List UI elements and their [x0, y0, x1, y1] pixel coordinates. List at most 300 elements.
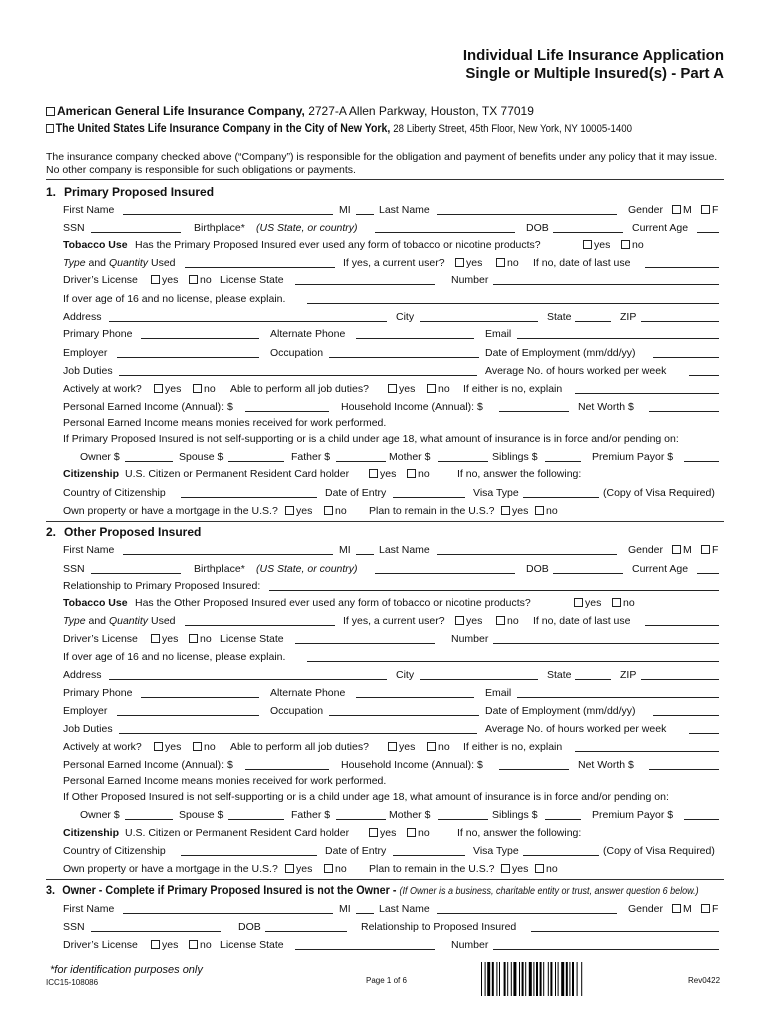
- row-ssn: [63, 221, 719, 236]
- personal-income-label: Personal Earned Income (Annual): $: [63, 759, 233, 771]
- birthplace-field[interactable]: [375, 562, 515, 574]
- occupation-field[interactable]: [329, 704, 479, 716]
- section-divider: [46, 879, 724, 880]
- row-country-citizenship: [63, 486, 719, 501]
- date-employment-label: Date of Employment (mm/dd/yy): [485, 347, 636, 359]
- last-name-label: Last Name: [379, 204, 430, 216]
- row-active-work: [63, 382, 719, 397]
- city-label: City: [396, 669, 415, 681]
- license-state-field[interactable]: [295, 938, 435, 950]
- property-yes-option[interactable]: yes: [285, 862, 312, 877]
- dob-label: DOB: [526, 563, 549, 575]
- explain-field[interactable]: [575, 740, 719, 752]
- spouse-amount-label: Spouse $: [179, 809, 224, 821]
- address-label: Address: [63, 311, 102, 323]
- active-work-label: Actively at work?: [63, 383, 142, 395]
- owner-amount-field[interactable]: [125, 450, 173, 462]
- row-property: [63, 504, 719, 519]
- tobacco-no-option[interactable]: no: [612, 596, 635, 611]
- type-quantity-field[interactable]: [185, 614, 335, 626]
- remain-yes-option[interactable]: yes: [501, 504, 528, 519]
- dob-field[interactable]: [553, 562, 623, 574]
- type-label: Type: [63, 257, 86, 269]
- active-no-option[interactable]: no: [193, 382, 216, 397]
- row-drivers-license: [63, 632, 719, 647]
- quantity-label: Quantity: [108, 615, 149, 627]
- city-field[interactable]: [420, 668, 538, 680]
- copy-visa-note: (Copy of Visa Required): [603, 487, 715, 499]
- row-insurance-amounts: [80, 450, 719, 465]
- citizenship-label: Citizenship: [63, 468, 120, 480]
- dob-field[interactable]: [553, 221, 623, 233]
- remain-yes-option[interactable]: yes: [501, 862, 528, 877]
- employer-field[interactable]: [117, 346, 259, 358]
- active-no-option[interactable]: no: [193, 740, 216, 755]
- mi-field[interactable]: [356, 543, 374, 555]
- barcode-bar: [536, 962, 538, 996]
- type-label: Type: [63, 615, 86, 627]
- birthplace-note: (US State, or country): [256, 563, 358, 575]
- email-label: Email: [485, 687, 512, 699]
- row-insurance-question: [63, 790, 719, 805]
- first-name-label: First Name: [63, 903, 115, 915]
- country-citizenship-label: Country of Citizenship: [63, 845, 166, 857]
- barcode-bar: [543, 962, 544, 996]
- barcode-bar: [513, 962, 516, 996]
- siblings-amount-field[interactable]: [545, 808, 581, 820]
- state-field[interactable]: [575, 310, 611, 322]
- birthplace-label: Birthplace*: [194, 563, 245, 575]
- premium-payor-label: Premium Payor $: [592, 809, 674, 821]
- able-yes-option[interactable]: yes: [388, 740, 415, 755]
- company-name: The United States Life Insurance Company in the City of New York,: [55, 121, 391, 135]
- tobacco-use-label: Tobacco Use: [63, 239, 128, 251]
- license-number-label: Number: [451, 274, 489, 286]
- barcode-bar: [548, 962, 549, 996]
- barcode-bar: [522, 962, 524, 996]
- occupation-field[interactable]: [329, 346, 479, 358]
- job-duties-label: Job Duties: [63, 723, 113, 735]
- last-name-label: Last Name: [379, 544, 430, 556]
- spouse-amount-field[interactable]: [228, 450, 284, 462]
- gender-label: Gender: [628, 544, 664, 556]
- barcode-bar: [492, 962, 494, 996]
- license-state-field[interactable]: [295, 273, 435, 285]
- current-age-field[interactable]: [697, 221, 719, 233]
- income-note: Personal Earned Income means monies received for work performed.: [63, 417, 387, 429]
- avg-hours-field[interactable]: [689, 364, 719, 376]
- net-worth-field[interactable]: [649, 400, 719, 412]
- date-entry-label: Date of Entry: [325, 845, 387, 857]
- employer-label: Employer: [63, 347, 108, 359]
- row-type-quantity: Type and Quantity Used If yes, a current user? yes no If no, date of last use: [63, 614, 719, 629]
- row-name: [63, 203, 719, 218]
- license-number-label: Number: [451, 633, 489, 645]
- barcode-bar: [581, 962, 582, 996]
- barcode-bar: [504, 962, 506, 996]
- zip-label: ZIP: [620, 311, 637, 323]
- company-checkbox-agl[interactable]: [46, 107, 55, 116]
- row-phones: [63, 327, 719, 342]
- able-no-option[interactable]: no: [427, 740, 450, 755]
- zip-field[interactable]: [641, 310, 719, 322]
- form-title: Individual Life Insurance Application: [462, 47, 724, 64]
- row-phones: [63, 686, 719, 701]
- explain-field[interactable]: [575, 382, 719, 394]
- first-name-field[interactable]: [123, 203, 333, 215]
- company-name: American General Life Insurance Company,: [57, 104, 305, 118]
- ssn-field[interactable]: [91, 221, 181, 233]
- relationship-field[interactable]: [531, 920, 719, 932]
- revision-code: Rev0422: [688, 976, 721, 985]
- intro-text: The insurance company checked above (“Company”) is responsible for the obligation and payment of benefits under any policy that it may issue. No other company is responsible for such obligations or payments.: [46, 151, 718, 176]
- relationship-label: Relationship to Primary Proposed Insured:: [63, 580, 261, 592]
- email-field[interactable]: [517, 327, 719, 339]
- email-label: Email: [485, 328, 512, 340]
- drivers-license-label: Driver’s License: [63, 633, 138, 645]
- row-over-16: [63, 292, 719, 307]
- insurance-question: If Other Proposed Insured is not self-supporting or is a child under age 18, what amount of insurance is in force and/or pending on:: [63, 791, 669, 803]
- drivers-license-label: Driver’s License: [63, 939, 138, 951]
- zip-field[interactable]: [641, 668, 719, 680]
- barcode-bar: [572, 962, 574, 996]
- visa-type-field[interactable]: [523, 486, 599, 498]
- current-user-yes-option[interactable]: yes: [455, 256, 482, 271]
- mi-label: MI: [339, 544, 351, 556]
- first-name-field[interactable]: [123, 902, 333, 914]
- insurance-question: If Primary Proposed Insured is not self-supporting or is a child under age 18, what amount of insurance is in force and/or pending on:: [63, 433, 679, 445]
- date-entry-label: Date of Entry: [325, 487, 387, 499]
- household-income-field[interactable]: [499, 758, 569, 770]
- row-active-work: [63, 740, 719, 755]
- address-field[interactable]: [109, 310, 387, 322]
- license-state-label: License State: [220, 274, 284, 286]
- row-income-note: [63, 774, 719, 789]
- active-yes-option[interactable]: yes: [154, 382, 181, 397]
- active-yes-option[interactable]: yes: [154, 740, 181, 755]
- citizen-question: U.S. Citizen or Permanent Resident Card holder: [125, 468, 350, 480]
- barcode-bar: [519, 962, 520, 996]
- email-field[interactable]: [517, 686, 719, 698]
- last-name-field[interactable]: [437, 902, 617, 914]
- primary-phone-field[interactable]: [141, 327, 259, 339]
- mother-amount-field[interactable]: [438, 450, 488, 462]
- occupation-label: Occupation: [270, 705, 324, 717]
- net-worth-field[interactable]: [649, 758, 719, 770]
- row-income: [63, 400, 719, 415]
- current-age-field[interactable]: [697, 562, 719, 574]
- row-income: [63, 758, 719, 773]
- net-worth-label: Net Worth $: [578, 759, 634, 771]
- gender-f-option[interactable]: F: [701, 543, 718, 558]
- birthplace-label: Birthplace*: [194, 222, 245, 234]
- property-no-option[interactable]: no: [324, 504, 347, 519]
- tobacco-no-option[interactable]: no: [621, 238, 644, 253]
- barcode-bar: [558, 962, 559, 996]
- over-16-field[interactable]: [307, 650, 719, 662]
- father-amount-label: Father $: [291, 451, 331, 463]
- plan-remain-label: Plan to remain in the U.S.?: [369, 505, 495, 517]
- last-name-label: Last Name: [379, 903, 430, 915]
- able-duties-label: Able to perform all job duties?: [230, 741, 369, 753]
- gender-f-option[interactable]: F: [701, 203, 718, 218]
- license-yes-option[interactable]: yes: [151, 273, 178, 288]
- row-owner-name: [63, 902, 719, 917]
- employer-label: Employer: [63, 705, 108, 717]
- visa-type-field[interactable]: [523, 844, 599, 856]
- row-insurance-amounts: [80, 808, 719, 823]
- row-employer: [63, 704, 719, 719]
- license-yes-option[interactable]: yes: [151, 632, 178, 647]
- income-note: Personal Earned Income means monies received for work performed.: [63, 775, 387, 787]
- spouse-amount-label: Spouse $: [179, 451, 224, 463]
- company-address: 28 Liberty Street, 45th Floor, New York, NY 10005-1400: [393, 123, 633, 135]
- owner-amount-field[interactable]: [125, 808, 173, 820]
- row-address: [63, 310, 719, 325]
- siblings-amount-field[interactable]: [545, 450, 581, 462]
- current-user-yes-option[interactable]: yes: [455, 614, 482, 629]
- license-no-option[interactable]: no: [189, 938, 212, 953]
- ssn-label: SSN: [63, 563, 85, 575]
- barcode-bar: [529, 962, 532, 996]
- country-citizenship-field[interactable]: [181, 486, 317, 498]
- dob-label: DOB: [526, 222, 549, 234]
- page-number: Page 1 of 6: [366, 976, 407, 985]
- over-16-label: If over age of 16 and no license, please explain.: [63, 293, 286, 305]
- row-citizenship: [63, 826, 719, 841]
- current-age-label: Current Age: [632, 222, 689, 234]
- visa-type-label: Visa Type: [473, 487, 519, 499]
- row-job-duties: [63, 722, 719, 737]
- avg-hours-label: Average No. of hours worked per week: [485, 723, 667, 735]
- company-option-usl[interactable]: [46, 121, 632, 135]
- birthplace-field[interactable]: [375, 221, 515, 233]
- barcode-bar: [507, 962, 508, 996]
- citizen-if-no-label: If no, answer the following:: [457, 827, 582, 839]
- row-property: [63, 862, 719, 877]
- first-name-label: First Name: [63, 204, 115, 216]
- row-ssn: [63, 562, 719, 577]
- barcode: [481, 962, 631, 996]
- remain-no-option[interactable]: no: [535, 504, 558, 519]
- date-employment-field[interactable]: [653, 346, 719, 358]
- date-entry-field[interactable]: [393, 486, 465, 498]
- birthplace-note: (US State, or country): [256, 222, 358, 234]
- able-yes-option[interactable]: yes: [388, 382, 415, 397]
- state-field[interactable]: [575, 668, 611, 680]
- property-no-option[interactable]: no: [324, 862, 347, 877]
- occupation-label: Occupation: [270, 347, 324, 359]
- mi-label: MI: [339, 903, 351, 915]
- able-no-option[interactable]: no: [427, 382, 450, 397]
- company-option-agl[interactable]: [46, 104, 534, 118]
- gender-label: Gender: [628, 204, 664, 216]
- avg-hours-field[interactable]: [689, 722, 719, 734]
- ssn-label: SSN: [63, 921, 85, 933]
- row-country-citizenship: [63, 844, 719, 859]
- personal-income-field[interactable]: [245, 400, 329, 412]
- barcode-bar: [569, 962, 570, 996]
- date-employment-label: Date of Employment (mm/dd/yy): [485, 705, 636, 717]
- able-duties-label: Able to perform all job duties?: [230, 383, 369, 395]
- tobacco-question: Has the Primary Proposed Insured ever used any form of tobacco or nicotine products?: [135, 239, 541, 251]
- primary-phone-label: Primary Phone: [63, 328, 133, 340]
- row-owner-license: [63, 938, 719, 953]
- relationship-field[interactable]: [269, 579, 719, 591]
- citizen-yes-option[interactable]: yes: [369, 826, 396, 841]
- explain-label: If either is no, explain: [463, 383, 563, 395]
- dob-field[interactable]: [265, 920, 347, 932]
- last-name-field[interactable]: [437, 203, 617, 215]
- last-use-label: If no, date of last use: [533, 257, 631, 269]
- last-name-field[interactable]: [437, 543, 617, 555]
- license-number-field[interactable]: [493, 938, 719, 950]
- father-amount-field[interactable]: [336, 450, 386, 462]
- form-subtitle: Single or Multiple Insured(s) - Part A: [465, 65, 724, 82]
- premium-payor-field[interactable]: [684, 808, 719, 820]
- section-1-heading: 1. Primary Proposed Insured: [46, 185, 215, 199]
- over-16-field[interactable]: [307, 292, 719, 304]
- quantity-label: Quantity: [108, 257, 149, 269]
- company-checkbox-usl[interactable]: [46, 124, 54, 133]
- barcode-bar: [511, 962, 512, 996]
- tobacco-yes-option[interactable]: yes: [574, 596, 601, 611]
- address-field[interactable]: [109, 668, 387, 680]
- job-duties-field[interactable]: [119, 722, 477, 734]
- barcode-bar: [496, 962, 497, 996]
- row-income-note: [63, 416, 719, 431]
- tobacco-question: Has the Other Proposed Insured ever used any form of tobacco or nicotine products?: [135, 597, 531, 609]
- country-citizenship-field[interactable]: [181, 844, 317, 856]
- country-citizenship-label: Country of Citizenship: [63, 487, 166, 499]
- personal-income-field[interactable]: [245, 758, 329, 770]
- date-entry-field[interactable]: [393, 844, 465, 856]
- own-property-label: Own property or have a mortgage in the U.S.?: [63, 505, 278, 517]
- gender-m-option[interactable]: M: [672, 203, 692, 218]
- citizen-no-option[interactable]: no: [407, 826, 430, 841]
- relationship-label: Relationship to Proposed Insured: [361, 921, 517, 933]
- household-income-field[interactable]: [499, 400, 569, 412]
- own-property-label: Own property or have a mortgage in the U.S.?: [63, 863, 278, 875]
- siblings-amount-label: Siblings $: [492, 809, 538, 821]
- gender-f-option[interactable]: F: [701, 902, 718, 917]
- active-work-label: Actively at work?: [63, 741, 142, 753]
- citizen-if-no-label: If no, answer the following:: [457, 468, 582, 480]
- over-16-label: If over age of 16 and no license, please explain.: [63, 651, 286, 663]
- alternate-phone-label: Alternate Phone: [270, 328, 346, 340]
- current-user-no-option[interactable]: no: [496, 614, 519, 629]
- city-label: City: [396, 311, 415, 323]
- citizenship-label: Citizenship: [63, 827, 120, 839]
- dob-label: DOB: [238, 921, 261, 933]
- zip-label: ZIP: [620, 669, 637, 681]
- row-address: [63, 668, 719, 683]
- primary-phone-field[interactable]: [141, 686, 259, 698]
- drivers-license-label: Driver’s License: [63, 274, 138, 286]
- tobacco-use-label: Tobacco Use: [63, 597, 128, 609]
- explain-label: If either is no, explain: [463, 741, 563, 753]
- property-yes-option[interactable]: yes: [285, 504, 312, 519]
- section-divider: [46, 179, 724, 180]
- citizen-no-option[interactable]: no: [407, 467, 430, 482]
- mother-amount-field[interactable]: [438, 808, 488, 820]
- license-number-field[interactable]: [493, 273, 719, 285]
- primary-phone-label: Primary Phone: [63, 687, 133, 699]
- type-quantity-field[interactable]: [185, 256, 335, 268]
- ssn-field[interactable]: [91, 920, 221, 932]
- license-no-option[interactable]: no: [189, 632, 212, 647]
- gender-label: Gender: [628, 903, 664, 915]
- row-over-16: [63, 650, 719, 665]
- last-use-label: If no, date of last use: [533, 615, 631, 627]
- copy-visa-note: (Copy of Visa Required): [603, 845, 715, 857]
- barcode-bar: [555, 962, 556, 996]
- company-address: 2727-A Allen Parkway, Houston, TX 77019: [308, 104, 534, 118]
- personal-income-label: Personal Earned Income (Annual): $: [63, 401, 233, 413]
- state-label: State: [547, 311, 572, 323]
- alternate-phone-field[interactable]: [356, 686, 474, 698]
- row-relationship: [63, 579, 719, 594]
- ssn-field[interactable]: [91, 562, 181, 574]
- citizen-yes-option[interactable]: yes: [369, 467, 396, 482]
- tobacco-yes-option[interactable]: yes: [583, 238, 610, 253]
- license-yes-option[interactable]: yes: [151, 938, 178, 953]
- last-use-field[interactable]: [645, 256, 719, 268]
- premium-payor-field[interactable]: [684, 450, 719, 462]
- footnote: *for identification purposes only: [50, 964, 203, 976]
- job-duties-label: Job Duties: [63, 365, 113, 377]
- license-state-label: License State: [220, 633, 284, 645]
- spouse-amount-field[interactable]: [228, 808, 284, 820]
- first-name-label: First Name: [63, 544, 115, 556]
- employer-field[interactable]: [117, 704, 259, 716]
- section-2-heading: 2. Other Proposed Insured: [46, 525, 202, 539]
- row-employer: [63, 346, 719, 361]
- city-field[interactable]: [420, 310, 538, 322]
- license-number-field[interactable]: [493, 632, 719, 644]
- father-amount-field[interactable]: [336, 808, 386, 820]
- row-owner-ssn: [63, 920, 719, 935]
- gender-m-option[interactable]: M: [672, 543, 692, 558]
- father-amount-label: Father $: [291, 809, 331, 821]
- mi-field[interactable]: [356, 203, 374, 215]
- owner-amount-label: Owner $: [80, 451, 120, 463]
- net-worth-label: Net Worth $: [578, 401, 634, 413]
- job-duties-field[interactable]: [119, 364, 477, 376]
- gender-m-option[interactable]: M: [672, 902, 692, 917]
- alternate-phone-field[interactable]: [356, 327, 474, 339]
- last-use-field[interactable]: [645, 614, 719, 626]
- license-state-field[interactable]: [295, 632, 435, 644]
- premium-payor-label: Premium Payor $: [592, 451, 674, 463]
- current-user-label: If yes, a current user?: [343, 615, 445, 627]
- remain-no-option[interactable]: no: [535, 862, 558, 877]
- household-income-label: Household Income (Annual): $: [341, 759, 483, 771]
- mother-amount-label: Mother $: [389, 809, 431, 821]
- household-income-label: Household Income (Annual): $: [341, 401, 483, 413]
- date-employment-field[interactable]: [653, 704, 719, 716]
- mi-field[interactable]: [356, 902, 374, 914]
- alternate-phone-label: Alternate Phone: [270, 687, 346, 699]
- first-name-field[interactable]: [123, 543, 333, 555]
- state-label: State: [547, 669, 572, 681]
- current-user-no-option[interactable]: no: [496, 256, 519, 271]
- row-insurance-question: [63, 432, 719, 447]
- current-user-label: If yes, a current user?: [343, 257, 445, 269]
- barcode-bar: [566, 962, 568, 996]
- license-no-option[interactable]: no: [189, 273, 212, 288]
- citizen-question: U.S. Citizen or Permanent Resident Card holder: [125, 827, 350, 839]
